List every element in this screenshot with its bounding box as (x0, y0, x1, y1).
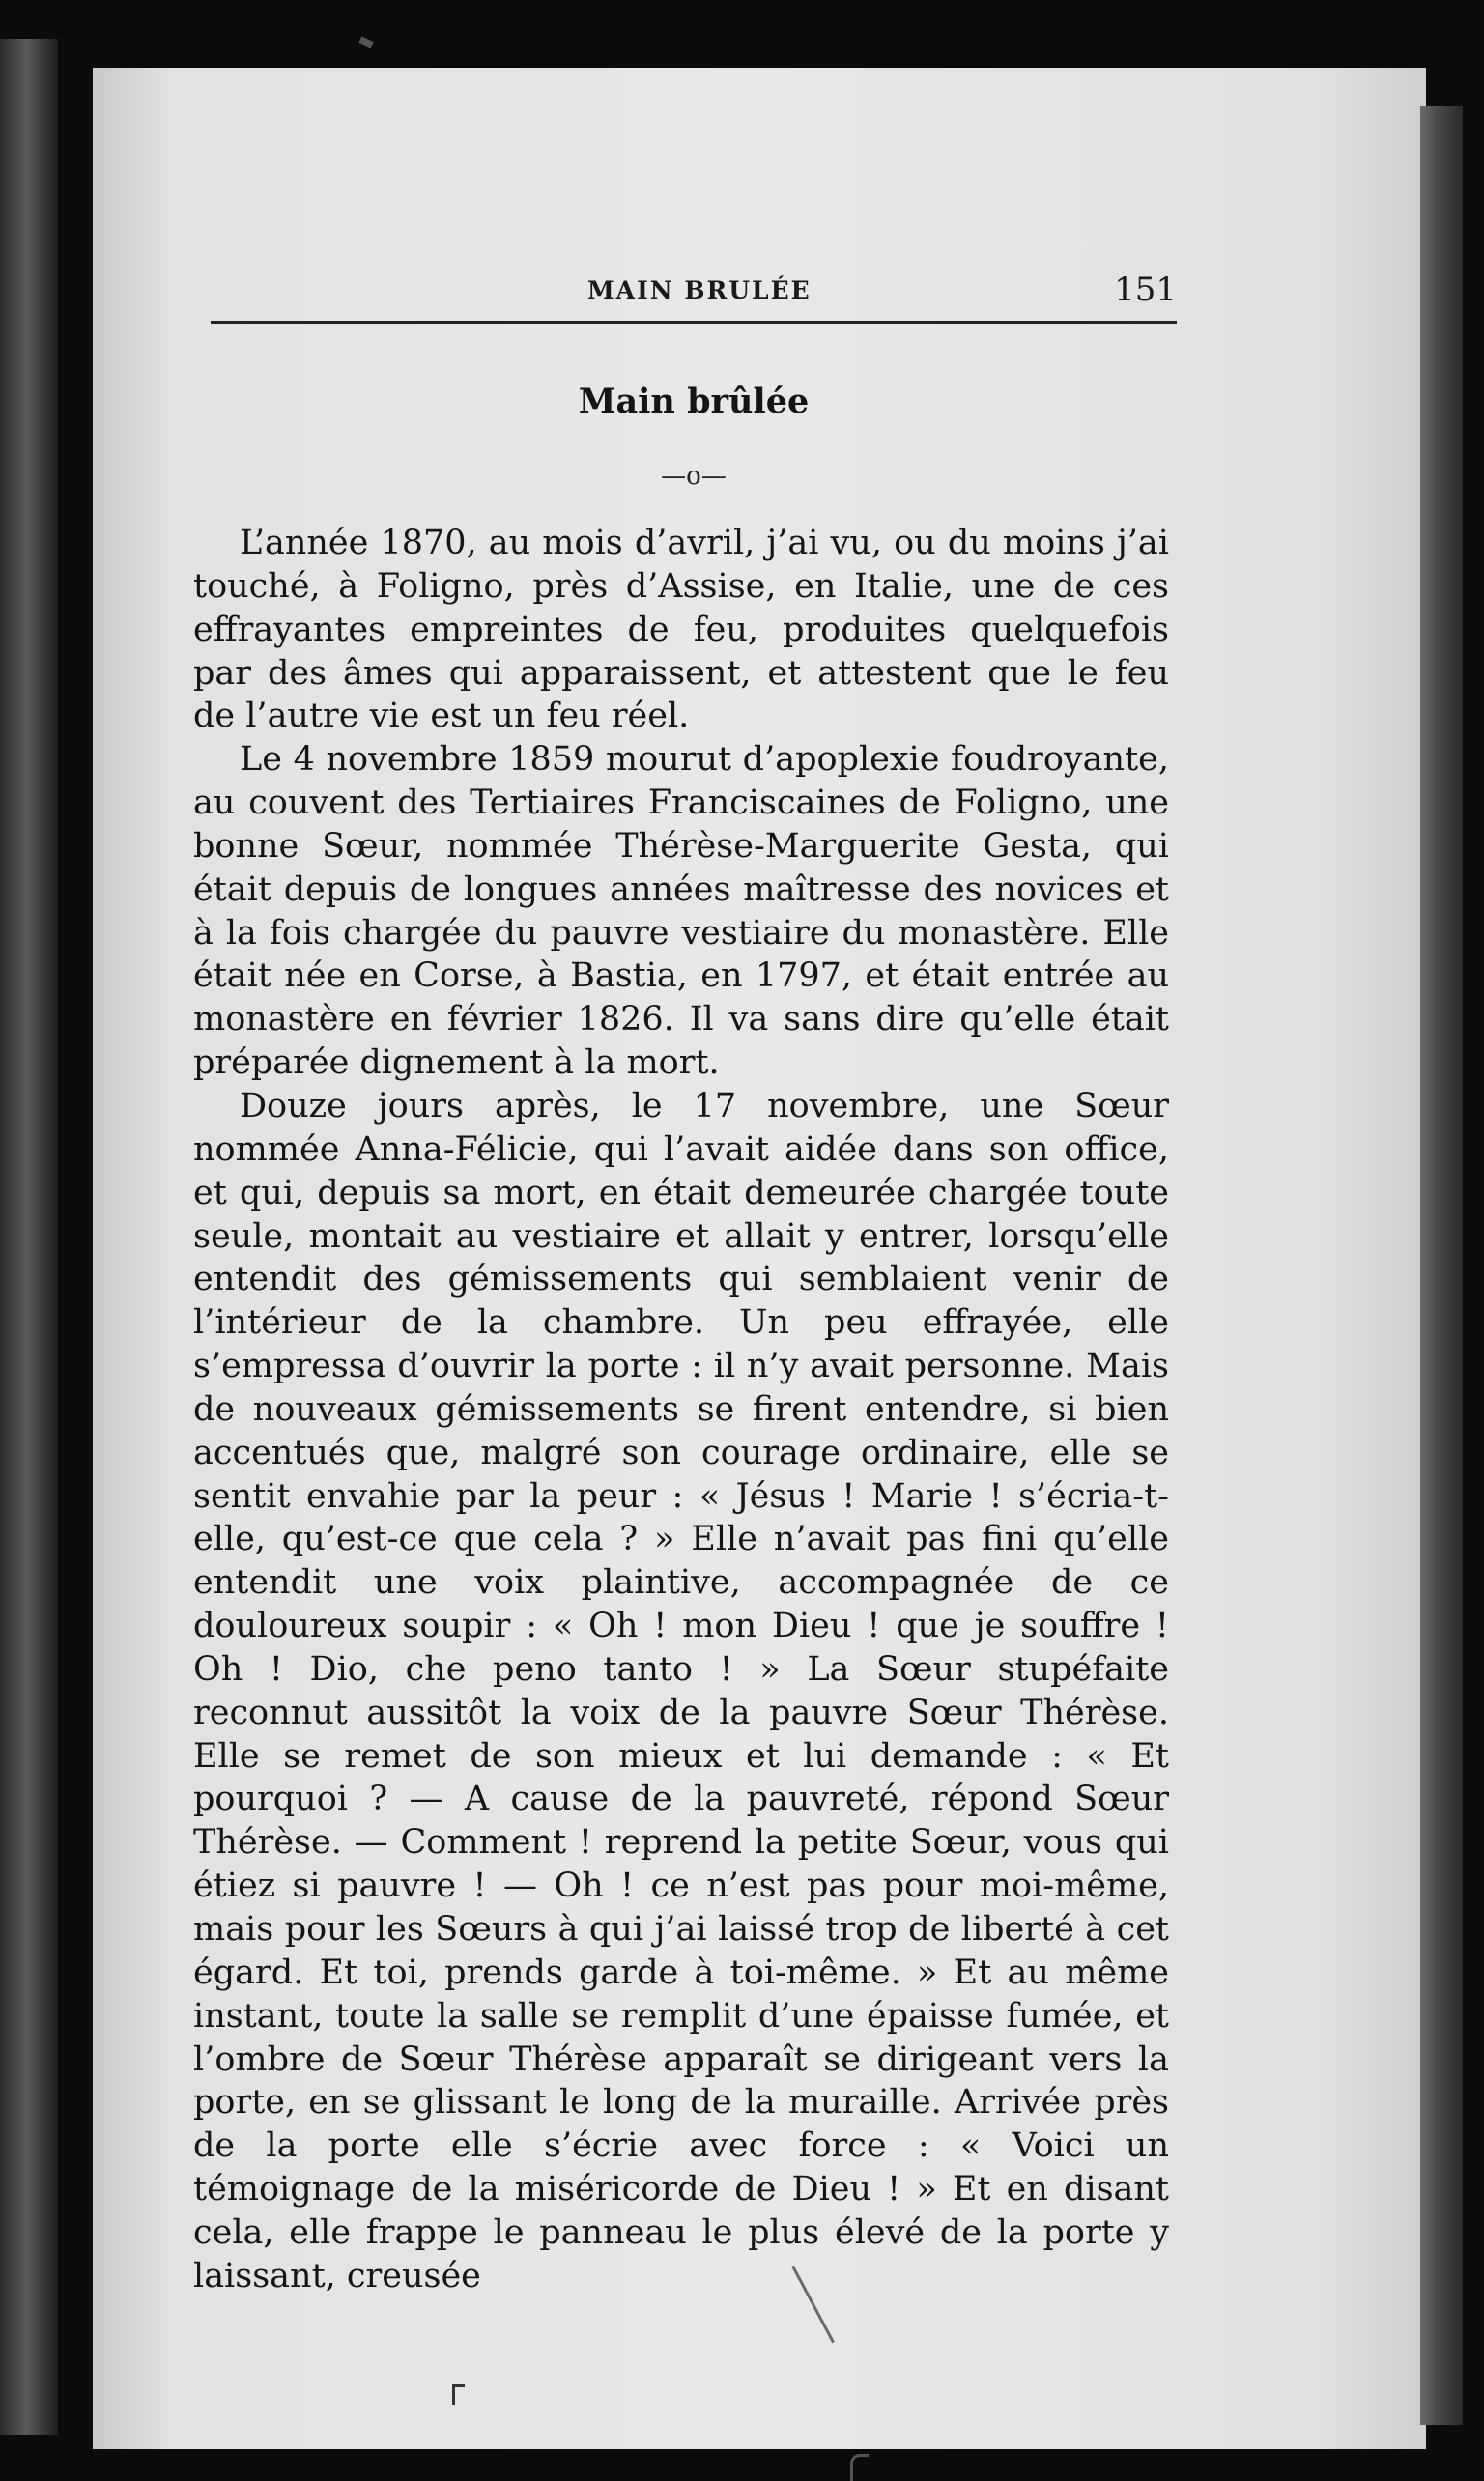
paragraph-3: Douze jours après, le 17 novembre, une Sœur nommée Anna-Félicie, qui l’avait aidée dans son office, et qui, depuis sa mort, en était demeurée chargée toute seule, montait au vestiaire et allait y entrer, lorsqu’elle entendit des gémissements qui semblaient venir de l’intérieur de la chambre. Un peu effrayée, elle s’empressa d’ouvrir la porte : il n’y avait personne. Mais de nouveaux gémissements se firent entendre, si bien accentués que, malgré son courage ordinaire, elle se sentit envahie par la peur : « Jésus ! Marie ! s’écria-t-elle, qu’est-ce que cela ? » Elle n’avait pas fini qu’elle entendit une voix plaintive, accompagnée de ce douloureux soupir : « Oh ! mon Dieu ! que je souffre ! Oh ! Dio, che peno tanto ! » La Sœur stupéfaite reconnut aussitôt la voix de la pauvre Sœur Thérèse. Elle se remet de son mieux et lui demande : « Et pourquoi ? — A cause de la pauvreté, répond Sœur Thérèse. — Comment ! reprend la petite Sœur, vous qui étiez si pauvre ! — Oh ! ce n’est pas pour moi-même, mais pour les Sœurs à qui j’ai laissé trop de liberté à cet égard. Et toi, prends garde à toi-même. » Et au même instant, toute la salle se remplit d’une épaisse fumée, et l’ombre de Sœur Thérèse apparaît se dirigeant vers la porte, en se glissant le long de la muraille. Arrivée près de la porte elle s’écrie avec force : « Voici un témoignage de la miséricorde de Dieu ! » Et en disant cela, elle frappe le panneau le plus élevé de la porte y laissant, creusée (193, 1086, 1169, 2296)
scan-speck (850, 2454, 869, 2481)
chapter-title: Main brûlée (578, 382, 810, 421)
book-right-edge (1420, 106, 1463, 2425)
scan-speck (452, 2384, 465, 2405)
page-number: 151 (1114, 271, 1177, 309)
book-left-edge (0, 39, 58, 2435)
scan-speck (358, 36, 374, 48)
body-text (193, 522, 1169, 2298)
title-ornament: —o— (661, 462, 727, 491)
paragraph-1: L’année 1870, au mois d’avril, j’ai vu, ou du moins j’ai touché, à Foligno, près d’Assise, en Italie, une de ces effrayantes empreintes de feu, produites quelquefois par des âmes qui apparaissent, et attestent que le feu de l’autre vie est un feu réel. (193, 524, 1169, 736)
header-rule (211, 321, 1177, 324)
running-title: MAIN BRULÉE (587, 276, 812, 304)
running-head (211, 271, 1177, 328)
paragraph-2: Le 4 novembre 1859 mourut d’apoplexie foudroyante, au couvent des Tertiaires Franciscaines de Foligno, une bonne Sœur, nommée Thérèse-Marguerite Gesta, qui était depuis de longues années maîtresse des novices et à la fois chargée du pauvre vestiaire du monastère. Elle était née en Corse, à Bastia, en 1797, et était entrée au monastère en février 1826. Il va sans dire qu’elle était préparée dignement à la mort. (193, 740, 1169, 1083)
